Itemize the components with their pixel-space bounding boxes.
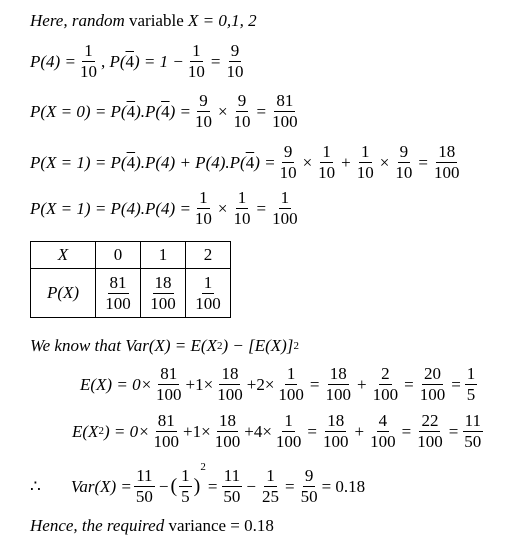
fraction [134, 467, 155, 506]
denominator: 50 [223, 486, 241, 506]
numerator: 1 [266, 466, 275, 485]
fraction [355, 143, 376, 182]
numerator: 1 [284, 411, 293, 430]
px0-mid: ).P( [135, 101, 162, 121]
numerator: 4 [378, 411, 388, 430]
denominator: 100 [417, 431, 443, 451]
fraction [465, 365, 478, 404]
table-cell [96, 269, 141, 318]
fraction [393, 143, 414, 182]
denominator: 10 [233, 111, 251, 131]
denominator: 100 [217, 384, 243, 404]
intro-line [30, 12, 257, 29]
px2-label: P(X = 1) = P(4).P(4) = [30, 198, 191, 218]
denominator: 25 [262, 486, 279, 506]
table-header-row [31, 242, 231, 269]
denominator: 5 [181, 486, 190, 506]
equals: = [404, 374, 414, 394]
px1-label: P(X = 1) = P( [30, 152, 127, 172]
fraction [371, 365, 401, 404]
px1-end: ) = [254, 152, 276, 172]
fraction [232, 92, 253, 131]
barred-4: 4 [126, 101, 136, 121]
plus: + [354, 421, 365, 441]
fraction [278, 143, 299, 182]
table-header-cell: 2 [186, 242, 231, 269]
term: +1× [185, 374, 214, 394]
denominator: 100 [272, 111, 298, 131]
p4-label: P(4) = [30, 51, 76, 71]
numerator: 1 [181, 466, 190, 485]
numerator: 18 [221, 364, 239, 383]
fraction [213, 412, 243, 451]
p4-fraction [78, 42, 99, 81]
ex2-label-b: ) = 0× [103, 421, 150, 441]
left-paren: ( [170, 475, 178, 498]
we-know-text: We know that [30, 336, 121, 355]
denominator: 10 [279, 162, 297, 182]
denominator: 100 [372, 384, 399, 404]
minus: − [158, 476, 169, 496]
equals: = [307, 421, 318, 441]
denominator: 100 [105, 293, 131, 313]
numerator: 9 [237, 91, 247, 110]
equals: = [309, 374, 320, 394]
equals: = [448, 421, 459, 441]
times: × [379, 152, 390, 172]
intro-text-c: X = 0,1, 2 [188, 11, 257, 30]
therefore-line: ∴ Var(X) = $\frac{11}{50}$ − ( $\frac{1}{5}$ ) 2 = $\frac{11}{50}$ − $\frac{1}{25}$ = $\frac{9}{50}$ = 0.18 [30, 461, 366, 506]
numerator: 1 [466, 364, 476, 383]
minus: − [246, 476, 256, 496]
denominator: 100 [153, 431, 180, 451]
ex-label: E(X) = 0× [80, 374, 153, 394]
probability-table [30, 241, 231, 318]
times: × [217, 198, 228, 218]
denominator: 100 [278, 384, 304, 404]
term: +2× [246, 374, 275, 394]
fraction [148, 274, 178, 313]
fraction [154, 365, 184, 404]
denominator: 10 [187, 61, 205, 81]
denominator: 10 [356, 162, 374, 182]
fraction [186, 42, 207, 81]
denominator: 100 [370, 431, 396, 451]
plus: + [357, 374, 367, 394]
fraction [270, 189, 300, 228]
variance-formula-line: We know that Var(X) = E(X 2 ) − [E(X)] 2 [30, 336, 299, 355]
denominator: 100 [275, 431, 302, 451]
result: = 0.18 [321, 476, 366, 496]
intro-text-a: Here, random [30, 11, 125, 30]
equals: = [256, 101, 267, 121]
var-label: Var(X) = [70, 476, 132, 496]
barred-4: 4 [126, 152, 136, 172]
numerator: 18 [327, 411, 345, 430]
ex-line [80, 365, 479, 404]
numerator: 18 [154, 272, 172, 292]
numerator: 9 [304, 466, 314, 485]
plus: + [341, 152, 351, 172]
numerator: 1 [192, 41, 201, 60]
barred-4: 4 [245, 152, 255, 172]
denominator: 100 [419, 384, 446, 404]
fraction [221, 467, 242, 506]
numerator: 81 [276, 91, 294, 110]
fraction [224, 42, 245, 81]
denominator: 100 [323, 431, 349, 451]
denominator: 10 [226, 61, 244, 81]
numerator: 11 [136, 466, 153, 485]
numerator: 1 [322, 142, 331, 161]
fraction [432, 143, 462, 182]
fraction [179, 467, 192, 506]
numerator: 1 [286, 364, 296, 383]
ex2-line: E(X 2 ) = 0× $\frac{81}{100}$ +1× $\frac{18}{100}$ +4× $\frac{1}{100}$ = $\frac{18}{100}$ + $\frac{4}{100}$ = $\frac{22}{100}$ = $\frac{11}{50}$ [72, 411, 482, 451]
numerator: 11 [464, 411, 481, 430]
denominator: 50 [464, 431, 482, 451]
equals: = [451, 374, 461, 394]
fraction [299, 467, 320, 506]
fraction [260, 467, 281, 506]
denominator: 10 [194, 208, 212, 228]
table-header-cell: 0 [96, 242, 141, 269]
equals: = [418, 152, 428, 172]
numerator: 9 [399, 142, 409, 161]
denominator: 50 [300, 486, 318, 506]
intro-text-b: variable [129, 11, 184, 30]
numerator: 1 [361, 142, 370, 161]
fraction [462, 412, 483, 451]
term: +4× [244, 421, 272, 441]
fraction [368, 412, 398, 451]
numerator: 9 [283, 142, 293, 161]
ex2-label-a: E(X [72, 421, 99, 441]
fraction [324, 365, 354, 404]
fraction [321, 412, 351, 451]
term: +1× [183, 421, 211, 441]
px0-line [30, 92, 302, 131]
numerator: 11 [223, 466, 241, 485]
fraction [276, 365, 306, 404]
denominator: 10 [395, 162, 413, 182]
fraction [193, 274, 223, 313]
barred-4: 4 [161, 101, 170, 121]
fraction [316, 143, 337, 182]
fraction [152, 412, 182, 451]
p4bar-barred: 4 [125, 51, 134, 71]
fraction [415, 412, 445, 451]
fraction [270, 92, 300, 131]
fraction [232, 189, 253, 228]
equals: = [207, 476, 218, 496]
denominator: 10 [318, 162, 336, 182]
numerator: 1 [84, 41, 93, 60]
table-cell [141, 269, 186, 318]
table-row [31, 269, 231, 318]
denominator: 100 [433, 162, 460, 182]
denominator: 100 [156, 384, 182, 404]
denominator: 10 [233, 208, 251, 228]
denominator: 100 [150, 293, 176, 313]
numerator: 22 [421, 411, 439, 430]
equals: = [210, 51, 221, 71]
numerator: 9 [199, 91, 208, 110]
hence-result: variance = 0.18 [168, 516, 274, 535]
fraction [193, 189, 214, 228]
equals: = [285, 476, 295, 496]
table-header-x: X [31, 242, 96, 269]
hence-line [30, 517, 274, 534]
fraction [418, 365, 448, 404]
fraction [215, 365, 245, 404]
fraction [193, 92, 214, 131]
denominator: 100 [195, 293, 221, 313]
times: × [302, 152, 313, 172]
numerator: 1 [203, 272, 213, 292]
denominator: 100 [325, 384, 352, 404]
numerator: 18 [218, 411, 236, 430]
times: × [217, 101, 228, 121]
numerator: 81 [109, 272, 127, 292]
var-formula-b: ) − [E(X)] [222, 336, 294, 355]
table-cell [186, 269, 231, 318]
denominator: 100 [272, 208, 298, 228]
var-formula-a: Var(X) = E(X [125, 336, 217, 355]
numerator: 1 [280, 188, 290, 207]
denominator: 100 [214, 431, 241, 451]
comma: , [100, 51, 106, 71]
numerator: 18 [329, 364, 347, 383]
denominator: 5 [466, 384, 476, 404]
px1-mid: ).P(4) + P(4).P( [135, 152, 246, 172]
numerator: 81 [157, 411, 175, 430]
equals: = [401, 421, 412, 441]
p4-line [30, 42, 247, 81]
fraction [274, 412, 304, 451]
right-paren: ) [193, 475, 201, 498]
table-header-cell: 1 [141, 242, 186, 269]
denominator: 50 [135, 486, 153, 506]
table-row-label: P(X) [31, 269, 96, 318]
numerator: 2 [381, 364, 390, 383]
fraction [103, 274, 133, 313]
therefore-symbol: ∴ [30, 476, 41, 496]
numerator: 81 [160, 364, 178, 383]
numerator: 20 [423, 364, 441, 383]
numerator: 9 [230, 41, 240, 60]
denominator: 10 [194, 111, 212, 131]
denominator: 10 [79, 61, 97, 81]
equals: = [256, 198, 267, 218]
p4bar-close: ) = 1 − [133, 51, 184, 71]
px1-line [30, 143, 463, 182]
numerator: 1 [237, 188, 247, 207]
numerator: 1 [199, 188, 208, 207]
px2-line [30, 189, 302, 228]
numerator: 18 [438, 142, 456, 161]
hence-text: Hence, the required [30, 516, 165, 535]
p4bar-open: P( [109, 51, 126, 71]
px0-label: P(X = 0) = P( [30, 101, 127, 121]
px0-end: ) = [169, 101, 191, 121]
